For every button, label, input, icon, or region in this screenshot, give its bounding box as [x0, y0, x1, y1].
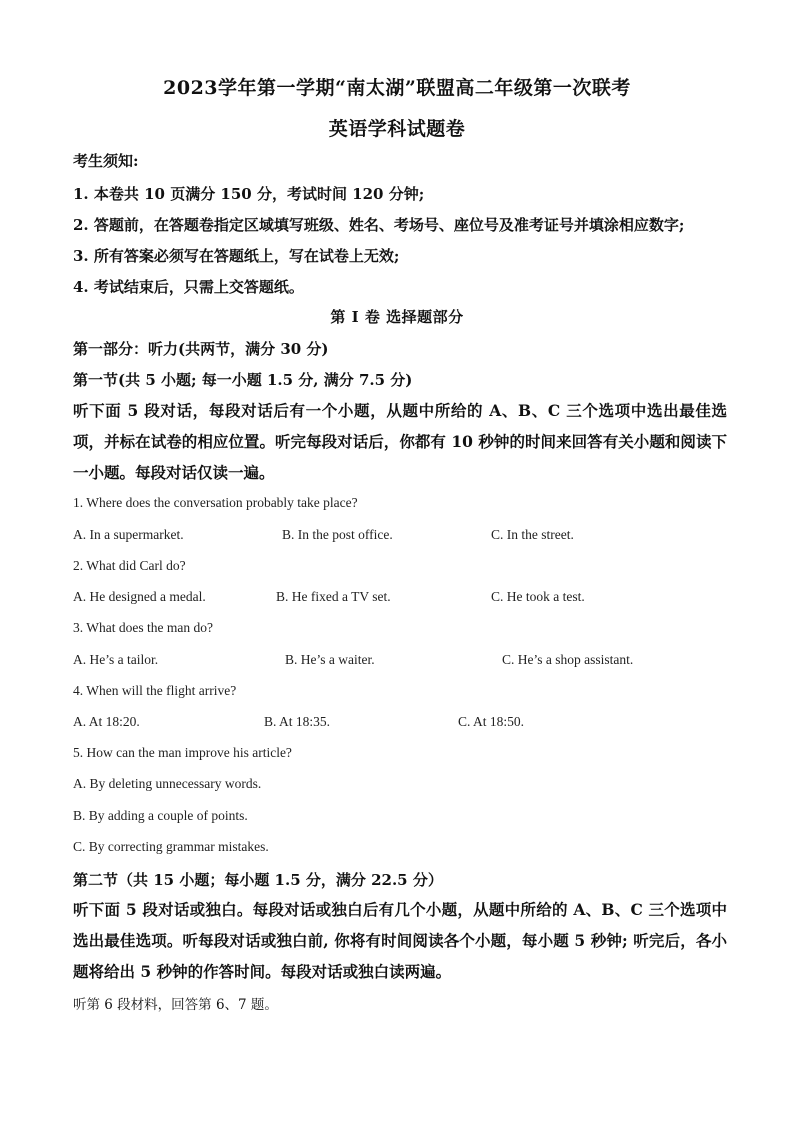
section2-instructions: 听下面 5 段对话或独白。每段对话或独白后有几个小题，从题中所给的 A、B、C 三个选项中选出最佳选项。听每段对话或独白前, 你将有时间阅读各个小题，每小题 5 秒钟; 听完后，各小题将给出 5 秒钟的作答时间。每段对话或独白读两遍。 — [73, 900, 727, 981]
part1-heading: 第一部分：听力(共两节，满分 30 分) — [73, 340, 329, 358]
q2-option-c: C. He took a test. — [491, 589, 585, 604]
q3-option-c: C. He’s a shop assistant. — [502, 652, 634, 667]
notice-item-4: 4. 考试结束后，只需上交答题纸。 — [73, 278, 304, 296]
question-1: 1. Where does the conversation probably take place? — [73, 495, 358, 510]
q4-option-a: A. At 18:20. — [73, 714, 140, 729]
section2-note: 听第 6 段材料，回答第 6、7 题。 — [73, 997, 278, 1013]
q4-option-c: C. At 18:50. — [458, 714, 525, 729]
exam-subtitle: 英语学科试题卷 — [328, 118, 466, 140]
question-4: 4. When will the flight arrive? — [73, 683, 237, 698]
exam-title: 2023学年第一学期“南太湖”联盟高二年级第一次联考 — [163, 77, 631, 99]
section2-heading: 第二节（共 15 小题；每小题 1.5 分，满分 22.5 分） — [73, 871, 443, 889]
q3-option-a: A. He’s a tailor. — [73, 652, 159, 667]
notice-heading: 考生须知: — [73, 152, 139, 170]
q5-option-c: C. By correcting grammar mistakes. — [73, 839, 269, 854]
q2-option-a: A. He designed a medal. — [73, 589, 206, 604]
q1-option-b: B. In the post office. — [282, 527, 393, 542]
q1-option-c: C. In the street. — [491, 527, 574, 542]
volume-title: 第 I 卷 选择题部分 — [330, 308, 464, 326]
section1-instructions: 听下面 5 段对话，每段对话后有一个小题，从题中所给的 A、B、C 三个选项中选出最佳选项，并标在试卷的相应位置。听完每段对话后，你都有 10 秒钟的时间来回答有关小题和阅读下一小题。每段对话仅读一遍。 — [73, 401, 727, 482]
section1-heading: 第一节(共 5 小题; 每一小题 1.5 分, 满分 7.5 分) — [73, 371, 413, 389]
q5-option-a: A. By deleting unnecessary words. — [73, 776, 262, 791]
question-3: 3. What does the man do? — [73, 620, 213, 635]
question-5: 5. How can the man improve his article? — [73, 745, 292, 760]
notice-item-2: 2. 答题前，在答题卷指定区域填写班级、姓名、考场号、座位号及准考证号并填涂相应数字; — [73, 216, 685, 234]
notice-item-3: 3. 所有答案必须写在答题纸上，写在试卷上无效; — [73, 247, 400, 265]
q1-option-a: A. In a supermarket. — [73, 527, 184, 542]
notice-item-1: 1. 本卷共 10 页满分 150 分，考试时间 120 分钟; — [73, 185, 425, 203]
question-2: 2. What did Carl do? — [73, 558, 186, 573]
q4-option-b: B. At 18:35. — [264, 714, 331, 729]
q3-option-b: B. He’s a waiter. — [285, 652, 375, 667]
q2-option-b: B. He fixed a TV set. — [276, 589, 391, 604]
q5-option-b: B. By adding a couple of points. — [73, 808, 248, 823]
